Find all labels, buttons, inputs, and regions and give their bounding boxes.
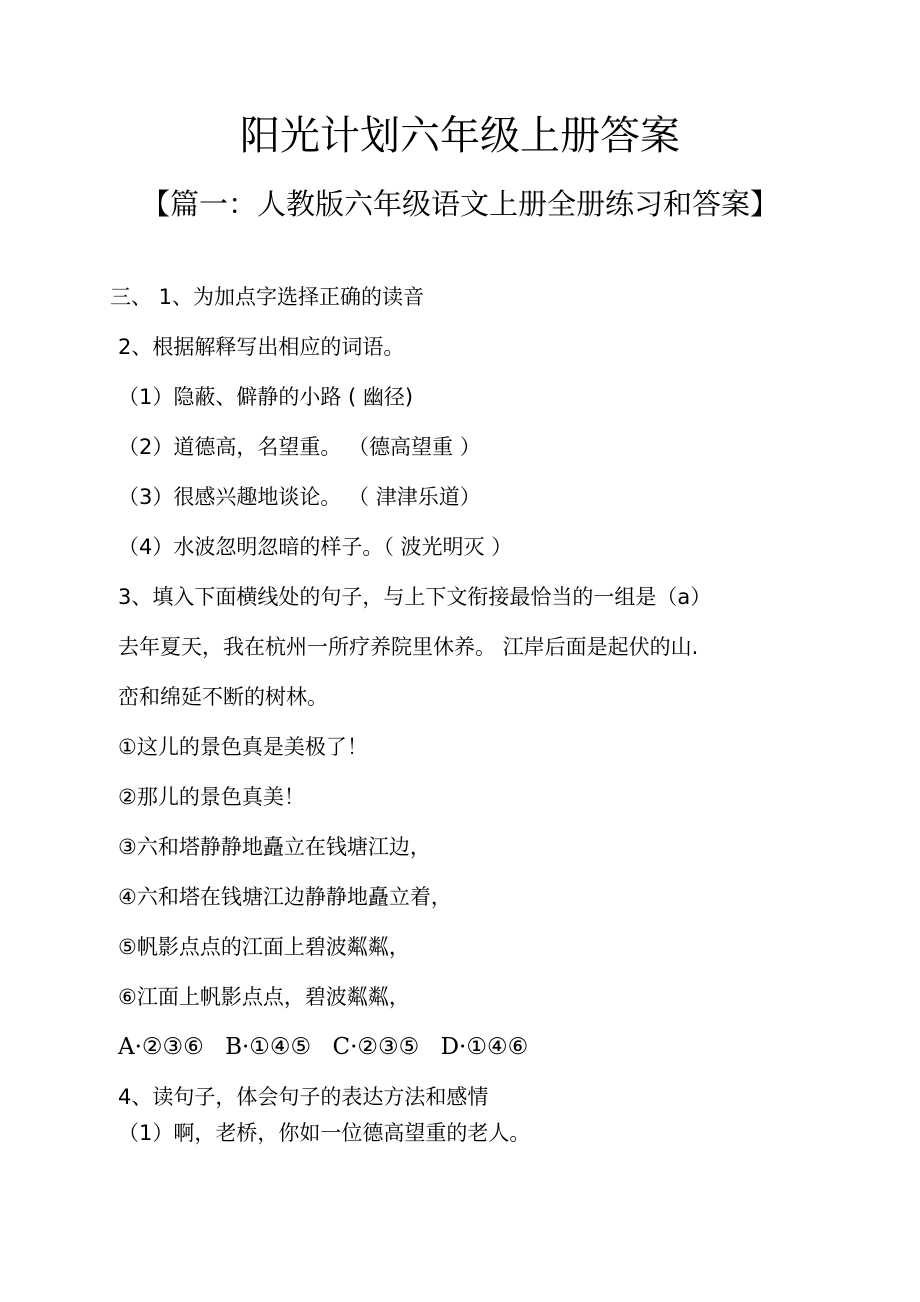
choice-1: ①这儿的景色真是美极了！: [118, 735, 368, 759]
item-4-sentence-1: （1）啊，老桥，你如一位德高望重的老人。: [118, 1121, 531, 1145]
item-2-answer-3: （3）很感兴趣地谈论。 （ 津津乐道）: [118, 485, 481, 509]
item-3-passage-line-1: 去年夏天，我在杭州一所疗养院里休养。 江岸后面是起伏的山.: [118, 635, 699, 659]
item-3-heading: 3、填入下面横线处的句子，与上下文衔接最恰当的一组是（a）: [118, 585, 712, 609]
section-three-item-1: 三、 1、为加点字选择正确的读音: [110, 285, 425, 309]
choice-5: ⑤帆影点点的江面上碧波粼粼，: [118, 935, 410, 959]
document-title: 阳光计划六年级上册答案: [240, 113, 680, 159]
document-subtitle: 【篇一：人教版六年级语文上册全册练习和答案】: [140, 187, 779, 221]
choice-2: ②那儿的景色真美！: [118, 785, 305, 809]
option-c: C·②③⑤: [332, 1034, 420, 1060]
answer-options: [118, 1030, 542, 1064]
choice-4: ④六和塔在钱塘江边静静地矗立着，: [118, 885, 452, 909]
option-b: B·①④⑤: [225, 1034, 312, 1060]
item-2-heading: 2、根据解释写出相应的词语。: [118, 335, 405, 359]
item-4-heading: 4、读句子，体会句子的表达方法和感情: [118, 1085, 489, 1109]
choice-3: ③六和塔静静地矗立在钱塘江边，: [118, 835, 431, 859]
option-d: D·①④⑥: [440, 1034, 529, 1060]
choice-6: ⑥江面上帆影点点，碧波粼粼，: [118, 985, 410, 1009]
item-2-answer-2: （2）道德高，名望重。 （德高望重 ）: [118, 435, 481, 459]
option-a: A·②③⑥: [118, 1034, 204, 1060]
item-2-answer-1: （1）隐蔽、僻静的小路 ( 幽径): [118, 385, 414, 409]
item-3-passage-line-2: 峦和绵延不断的树林。: [118, 685, 328, 709]
item-2-answer-4: （4）水波忽明忽暗的样子。（ 波光明灭 ）: [118, 535, 513, 559]
